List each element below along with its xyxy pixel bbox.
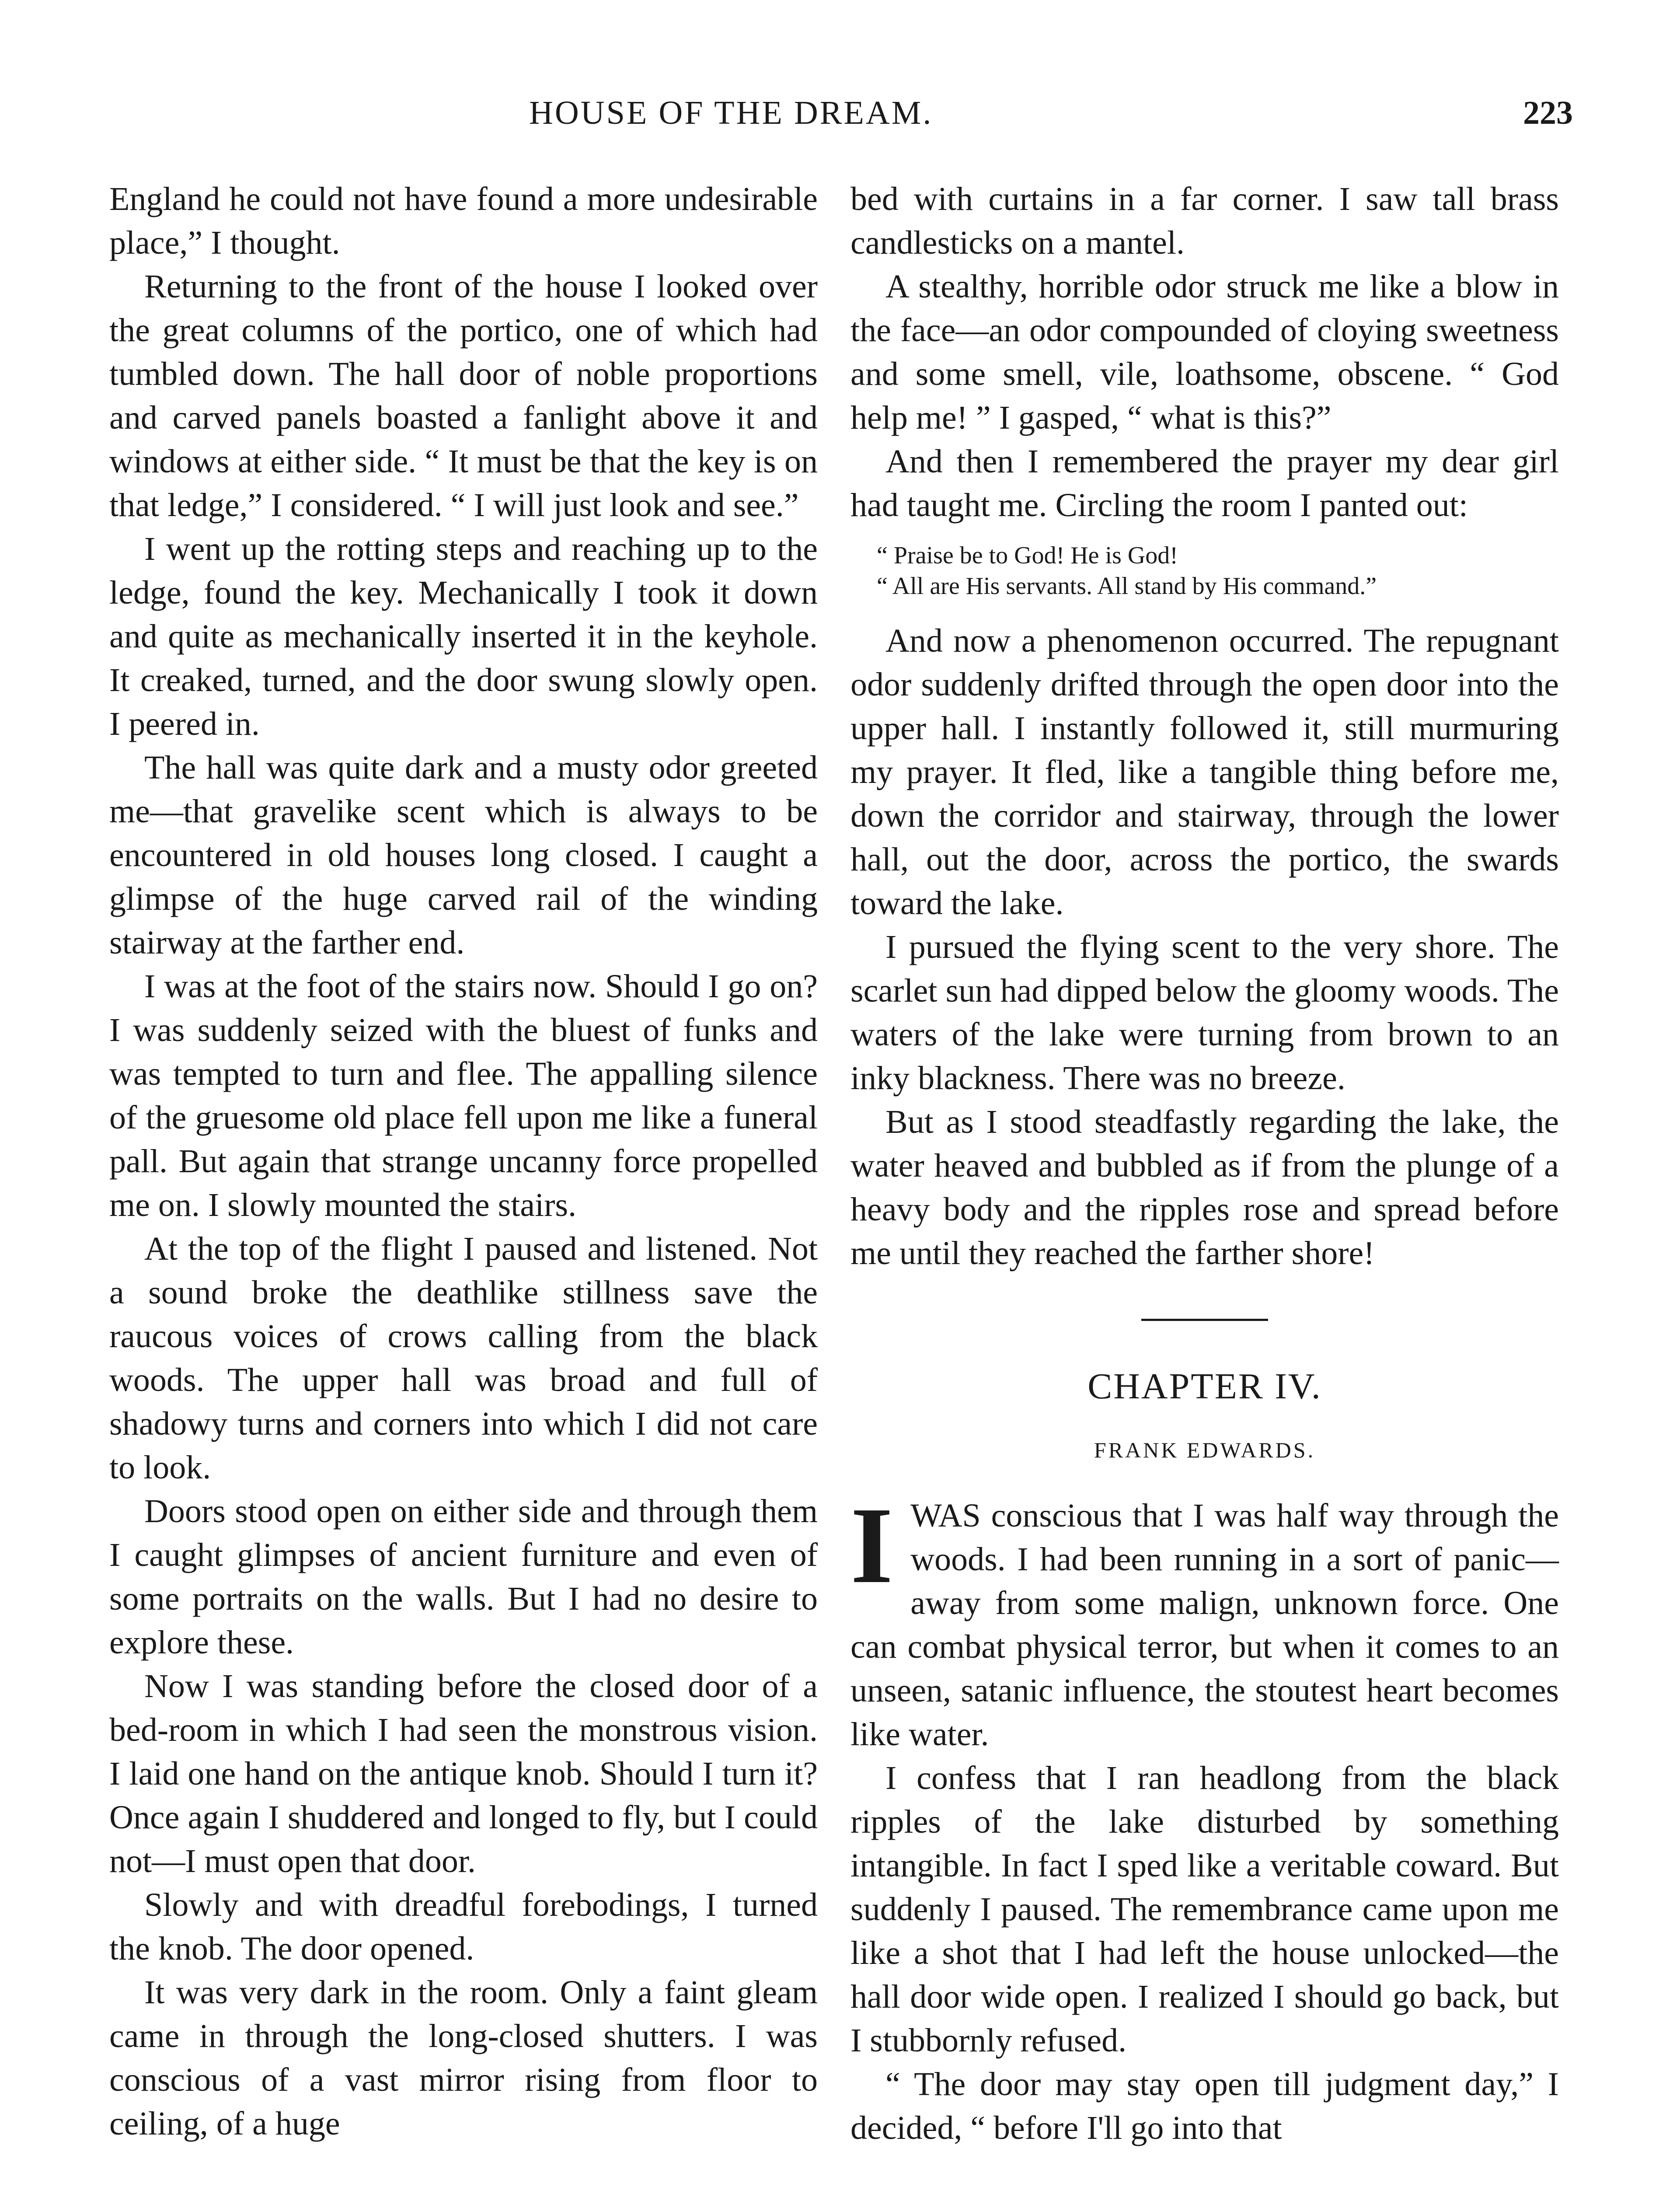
paragraph: Now I was standing before the closed door of a bed-room in which I had seen the monstrous vision. I laid one hand on the antique knob. Should I turn it? Once again I shuddered and longed to fly, but I could not—I must open that door. <box>109 1668 818 1880</box>
paragraph: Returning to the front of the house I looked over the great columns of the portico, one of which had tumbled down. The hall door of noble proportions and carved panels boasted a fanlight above it and windows at either side. “ It must be that the key is on that ledge,” I considered. “ I will just look and see.” <box>109 268 818 524</box>
paragraph: bed with curtains in a far corner. I saw tall brass candlesticks on a mantel. <box>850 181 1559 261</box>
chapter-subtitle: FRANK EDWARDS. <box>1094 1438 1316 1462</box>
running-title: HOUSE OF THE DREAM. <box>529 94 933 131</box>
paragraph: I pursued the flying scent to the very shore. The scarlet sun had dipped below the gloomy woods. The waters of the lake were turning from brown to an inky blackness. There was no breeze. <box>850 929 1559 1097</box>
paragraph: At the top of the flight I paused and listened. Not a sound broke the deathlike stillness save the raucous voices of crows calling from the black woods. The upper hall was broad and full of shadowy turns and corners into which I did not care to look. <box>109 1230 818 1486</box>
page-number: 223 <box>1523 94 1573 131</box>
left-column <box>109 177 818 2145</box>
paragraph: And then I remembered the prayer my dear girl had taught me. Circling the room I panted out: <box>850 443 1559 524</box>
paragraph: A stealthy, horrible odor struck me like a blow in the face—an odor compounded of cloying sweetness and some smell, vile, loathsome, obscene. “ God help me! ” I gasped, “ what is this?” <box>850 268 1559 436</box>
verse-line: “ All are His servants. All stand by His command.” <box>877 573 1377 600</box>
verse-line: “ Praise be to God! He is God! <box>877 542 1178 569</box>
paragraph: Slowly and with dreadful forebodings, I turned the knob. The door opened. <box>109 1887 818 1967</box>
drop-cap: I <box>850 1485 893 1606</box>
prayer-verse <box>850 540 1559 601</box>
opening-paragraph <box>850 1485 1559 1756</box>
opening-paragraph-text: WAS conscious that I was half way through the woods. I had been running in a sort of panic—away from some malign, unknown force. One can combat physical terror, but when it comes to an unseen, satanic influence, the stoutest heart becomes like water. <box>850 1497 1559 1753</box>
right-column <box>850 177 1559 2150</box>
chapter-title: CHAPTER IV. <box>1087 1366 1322 1407</box>
paragraph: I was at the foot of the stairs now. Should I go on? I was suddenly seized with the bluest of funks and was tempted to turn and flee. The appalling silence of the gruesome old place fell upon me like a funeral pall. But again that strange uncanny force propelled me on. I slowly mounted the stairs. <box>109 968 818 1223</box>
paragraph: But as I stood steadfastly regarding the lake, the water heaved and bubbled as if from the plunge of a heavy body and the ripples rose and spread before me until they reached the farther shore! <box>850 1104 1559 1272</box>
paragraph: I went up the rotting steps and reaching up to the ledge, found the key. Mechanically I took it down and quite as mechanically inserted it in the keyhole. It creaked, turned, and the door swung slowly open. I peered in. <box>109 531 818 742</box>
paragraph: “ The door may stay open till judgment day,” I decided, “ before I'll go into that <box>850 2066 1559 2146</box>
paragraph: The hall was quite dark and a musty odor greeted me—that gravelike scent which is always to be encountered in old houses long closed. I caught a glimpse of the huge carved rail of the winding stairway at the farther end. <box>109 749 818 961</box>
paragraph: I confess that I ran headlong from the black ripples of the lake disturbed by something intangible. In fact I sped like a veritable coward. But suddenly I paused. The remembrance came upon me like a shot that I had left the house unlocked—the hall door wide open. I realized I should go back, but I stubbornly refused. <box>850 1760 1559 2059</box>
section-divider <box>1141 1319 1268 1321</box>
paragraph: Doors stood open on either side and through them I caught glimpses of ancient furniture and even of some portraits on the walls. But I had no desire to explore these. <box>109 1493 818 1661</box>
paragraph: England he could not have found a more undesirable place,” I thought. <box>109 181 818 261</box>
paragraph: And now a phenomenon occurred. The repugnant odor suddenly drifted through the open door into the upper hall. I instantly followed it, still murmuring my prayer. It fled, like a tangible thing before me, down the corridor and stairway, through the lower hall, out the door, across the portico, the swards toward the lake. <box>850 622 1559 922</box>
paragraph: It was very dark in the room. Only a faint gleam came in through the long-closed shutters. I was conscious of a vast mirror rising from floor to ceiling, of a huge <box>109 1974 818 2142</box>
